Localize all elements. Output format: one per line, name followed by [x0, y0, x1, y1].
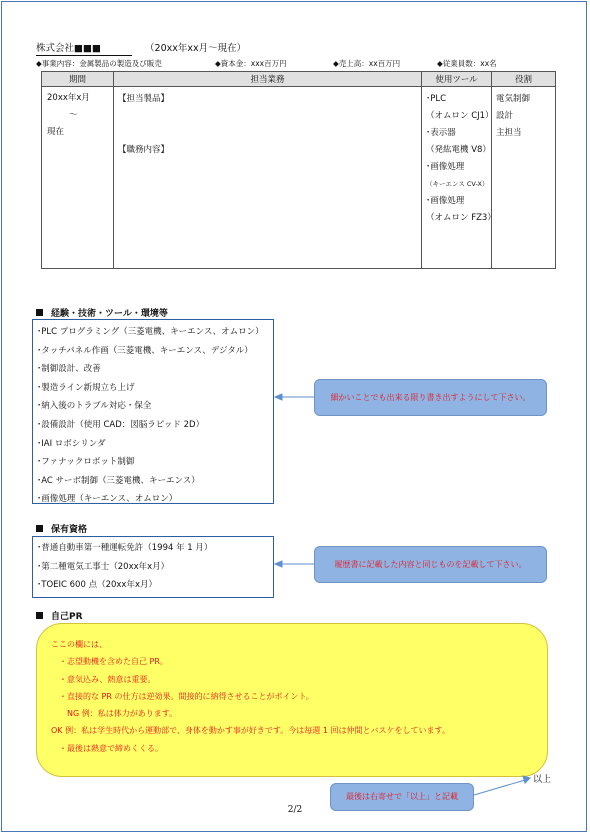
pr-line: ・最後は熱意で締めくくる。 [59, 743, 163, 753]
header-role: 役割 [492, 72, 556, 87]
list-item: ･普通自動車第一種運転免許（1994 年 1 月） [37, 543, 213, 553]
role-item: 主担当 [496, 128, 522, 138]
capital: ◆資本金：xxx百万円 [215, 59, 287, 68]
pr-line: ここの欄には、 [51, 640, 107, 649]
end-arrow-head [523, 776, 530, 783]
skills-heading-text: 経験・技術・ツール・環境等 [51, 309, 168, 319]
list-item: ･設備設計（使用 CAD：図脳ラピッド 2D） [37, 419, 205, 430]
duties-work-label: 【職務内容】 [118, 145, 170, 155]
company-name: 株式会社■■■ [36, 40, 132, 56]
list-item: ･TOEIC 600 点（20xx年x月） [37, 580, 157, 591]
list-item: ･タッチパネル作画（三菱電機、キーエンス、デジタル） [37, 345, 253, 356]
header-duties: 担当業務 [114, 72, 422, 87]
list-item: ･AC サーボ制御（三菱電機、キーエンス） [37, 475, 200, 486]
tool-item: ･表示器 [426, 128, 456, 138]
list-item: ･制御設計、改善 [37, 364, 101, 375]
list-item: ･製造ライン新規立ち上げ [37, 382, 135, 393]
tool-item: ･画像処理 [426, 162, 465, 172]
role-item: 設計 [496, 111, 514, 121]
tool-item: ･画像処理 [426, 196, 465, 206]
pr-line: OK 例：私は学生時代から運動部で、身体を動かす事が好きです。今は毎週 1 回は仲間とバスケをしています。 [51, 726, 450, 736]
role-item: 電気制御 [496, 94, 531, 104]
end-arrow-line [474, 780, 525, 795]
period-end: 現在 [47, 127, 65, 137]
end-callout: 最後は右寄せで「以上」と記載 [330, 783, 474, 811]
list-item: ･IAI ロボシリンダ [37, 438, 106, 449]
skills-arrow-head [275, 394, 282, 400]
header-tools: 使用ツール [422, 72, 492, 87]
skills-callout: 細かいことでも出来る限り書き出すようにして下さい。 [314, 379, 547, 416]
pr-line: ・直接的な PR の仕方は逆効果。間接的に納得させることがポイント。 [59, 691, 314, 701]
pr-line: ・意気込み、熱意は重要。 [59, 674, 156, 684]
tool-detail: （発紘電機 V8） [426, 145, 491, 155]
tool-item: ･PLC [426, 94, 447, 104]
list-item: ･ファナックロボット制御 [37, 457, 135, 468]
period-tilde: ～ [69, 110, 78, 120]
qualifications-arrow-head [275, 561, 282, 567]
pr-line: ・志望動機を含めた自己 PR。 [59, 657, 168, 667]
page-number: 2/2 [287, 805, 303, 815]
header-period: 期間 [42, 72, 114, 87]
company-period: （20xx年xx月～現在） [145, 43, 247, 54]
qualifications-heading-text: 保有資格 [51, 525, 88, 535]
list-item: ･第二種電気工事士（20xx年x月） [37, 561, 170, 572]
duties-products-label: 【担当製品】 [118, 94, 170, 104]
list-item: ･PLC プログラミング（三菱電機、キーエンス、オムロン） [37, 327, 264, 337]
tool-detail: （オムロン FZ3） [426, 213, 496, 223]
qualifications-callout: 履歴書に記載した内容と同じものを記載して下さい。 [314, 546, 547, 583]
self-pr-heading-text: 自己PR [51, 612, 83, 622]
list-item: ･画像処理（キーエンス、オムロン） [37, 494, 178, 505]
period-start: 20xx年x月 [47, 93, 90, 103]
end-label: 以上 [533, 775, 552, 785]
pr-line: NG 例：私は体力があります。 [59, 709, 178, 719]
tool-detail: （キーエンス CV-X） [426, 180, 489, 188]
list-item: ･納入後のトラブル対応・保全 [37, 401, 152, 412]
tool-detail: （オムロン CJ1） [426, 111, 494, 121]
sales: ◆売上高：xx百万円 [333, 59, 401, 68]
employees: ◆従業員数：xx名 [437, 59, 497, 68]
business-description: ◆事業内容：金属製品の製造及び販売 [36, 59, 162, 68]
